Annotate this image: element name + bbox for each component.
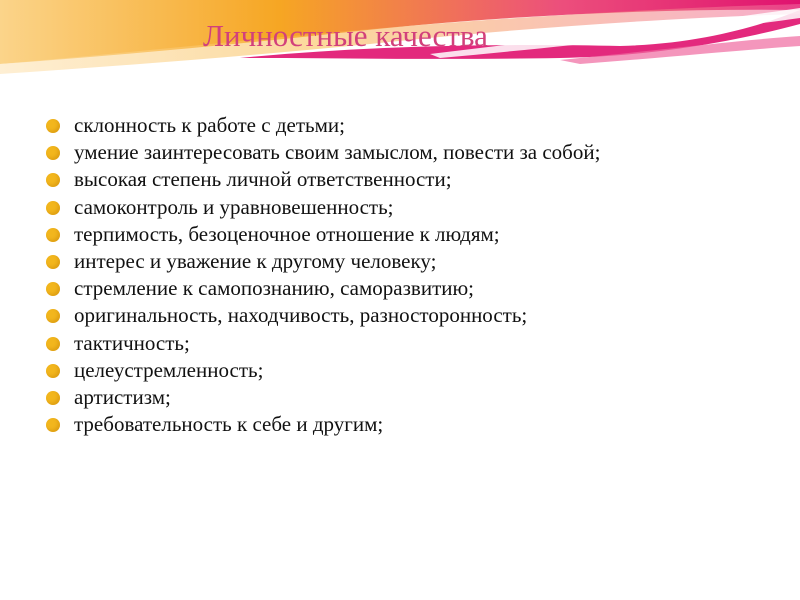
list-item-text: терпимость, безоценочное отношение к людям;	[74, 221, 500, 246]
circle-bullet-icon	[46, 364, 60, 378]
circle-bullet-icon	[46, 418, 60, 432]
circle-bullet-icon	[46, 173, 60, 187]
list-item	[46, 384, 600, 411]
qualities-list	[46, 112, 600, 438]
list-item-text: целеустремленность;	[74, 357, 264, 382]
list-item	[46, 302, 600, 329]
list-item	[46, 194, 600, 221]
list-item-text: склонность к работе с детьми;	[74, 113, 345, 137]
list-item-text: артистизм;	[74, 384, 171, 409]
list-item	[46, 139, 600, 166]
circle-bullet-icon	[46, 146, 60, 160]
list-item	[46, 248, 600, 275]
list-item-text: самоконтроль и уравновешенность;	[74, 194, 394, 219]
circle-bullet-icon	[46, 391, 60, 405]
list-item	[46, 275, 600, 302]
list-item	[46, 112, 600, 139]
circle-bullet-icon	[46, 228, 60, 242]
circle-bullet-icon	[46, 255, 60, 269]
list-item-text: высокая степень личной ответственности;	[74, 167, 452, 192]
list-item-text: интерес и уважение к другому человеку;	[74, 248, 437, 273]
circle-bullet-icon	[46, 201, 60, 215]
list-item	[46, 221, 600, 248]
circle-bullet-icon	[46, 282, 60, 296]
list-item-text: тактичность;	[74, 330, 190, 355]
list-item-text: умение заинтересовать своим замыслом, повести за собой;	[74, 140, 601, 165]
circle-bullet-icon	[46, 119, 60, 133]
list-item-text: стремление к самопознанию, саморазвитию;	[74, 276, 475, 301]
circle-bullet-icon	[46, 309, 60, 323]
list-item	[46, 166, 600, 193]
list-item	[46, 357, 600, 384]
list-item-text: оригинальность, находчивость, разносторонность;	[74, 303, 528, 328]
slide-title: Личностные качества	[203, 18, 488, 53]
list-item-text: требовательность к себе и другим;	[74, 412, 384, 437]
list-item	[46, 330, 600, 357]
circle-bullet-icon	[46, 337, 60, 351]
list-item	[46, 411, 600, 438]
